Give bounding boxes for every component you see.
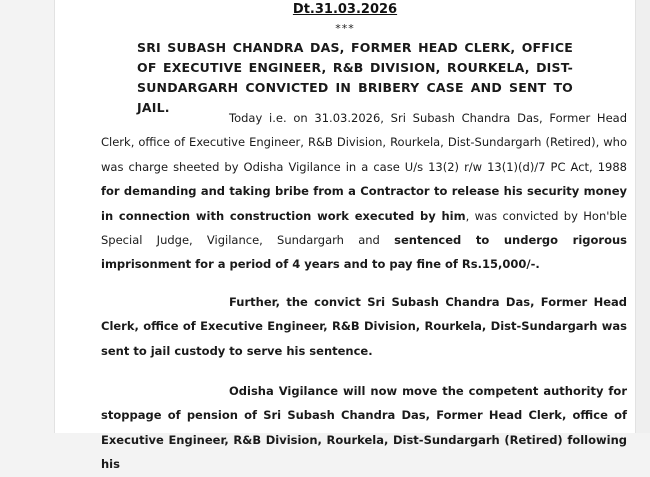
separator: *** [335, 22, 355, 35]
para3-text: Odisha Vigilance will now move the competent authority for stoppage of pension of Sri Subash Chandra Das, Former Head Clerk, office of Executive Engineer, R&B Division, Rourkela, Dist-Sundargarh (Retired) following his [101, 384, 627, 472]
paragraph-jail [101, 290, 627, 363]
headline: SRI SUBASH CHANDRA DAS, FORMER HEAD CLERK, OFFICE OF EXECUTIVE ENGINEER, R&B DIVISION, ROURKELA, DIST-SUNDARGARH CONVICTED IN BRIBERY CASE AND SENT TO JAIL. [137, 40, 573, 115]
para1-text2: , was convicted by Hon'ble Special Judge, Vigilance, Sundargarh and [101, 208, 627, 248]
paragraph-pension [101, 379, 627, 477]
para1-bold2: sentenced to undergo rigorous imprisonment for a period of 4 years and to pay fine of Rs.15,000/-. [101, 233, 627, 272]
document-page [54, 0, 636, 472]
paragraph-conviction [101, 106, 627, 277]
para1-text1: Today i.e. on 31.03.2026, Sri Subash Chandra Das, Former Head Clerk, office of Executive Engineer, R&B Division, Rourkela, Dist-Sundargarh (Retired), who was charge sheeted by Odisha Vigilance in a case U/s 13(2) r/w 13(1)(d)/7 PC Act, 1988 [101, 111, 627, 174]
scrollbar[interactable] [636, 0, 650, 433]
document-date: Dt.31.03.2026 [292, 2, 398, 17]
para2-text: Further, the convict Sri Subash Chandra Das, Former Head Clerk, office of Executive Engineer, R&B Division, Rourkela, Dist-Sundargarh was sent to jail custody to serve his sentence. [101, 295, 627, 358]
para1-bold1: for demanding and taking bribe from a Contractor to release his security money in connection with construction work executed by him [101, 184, 627, 223]
